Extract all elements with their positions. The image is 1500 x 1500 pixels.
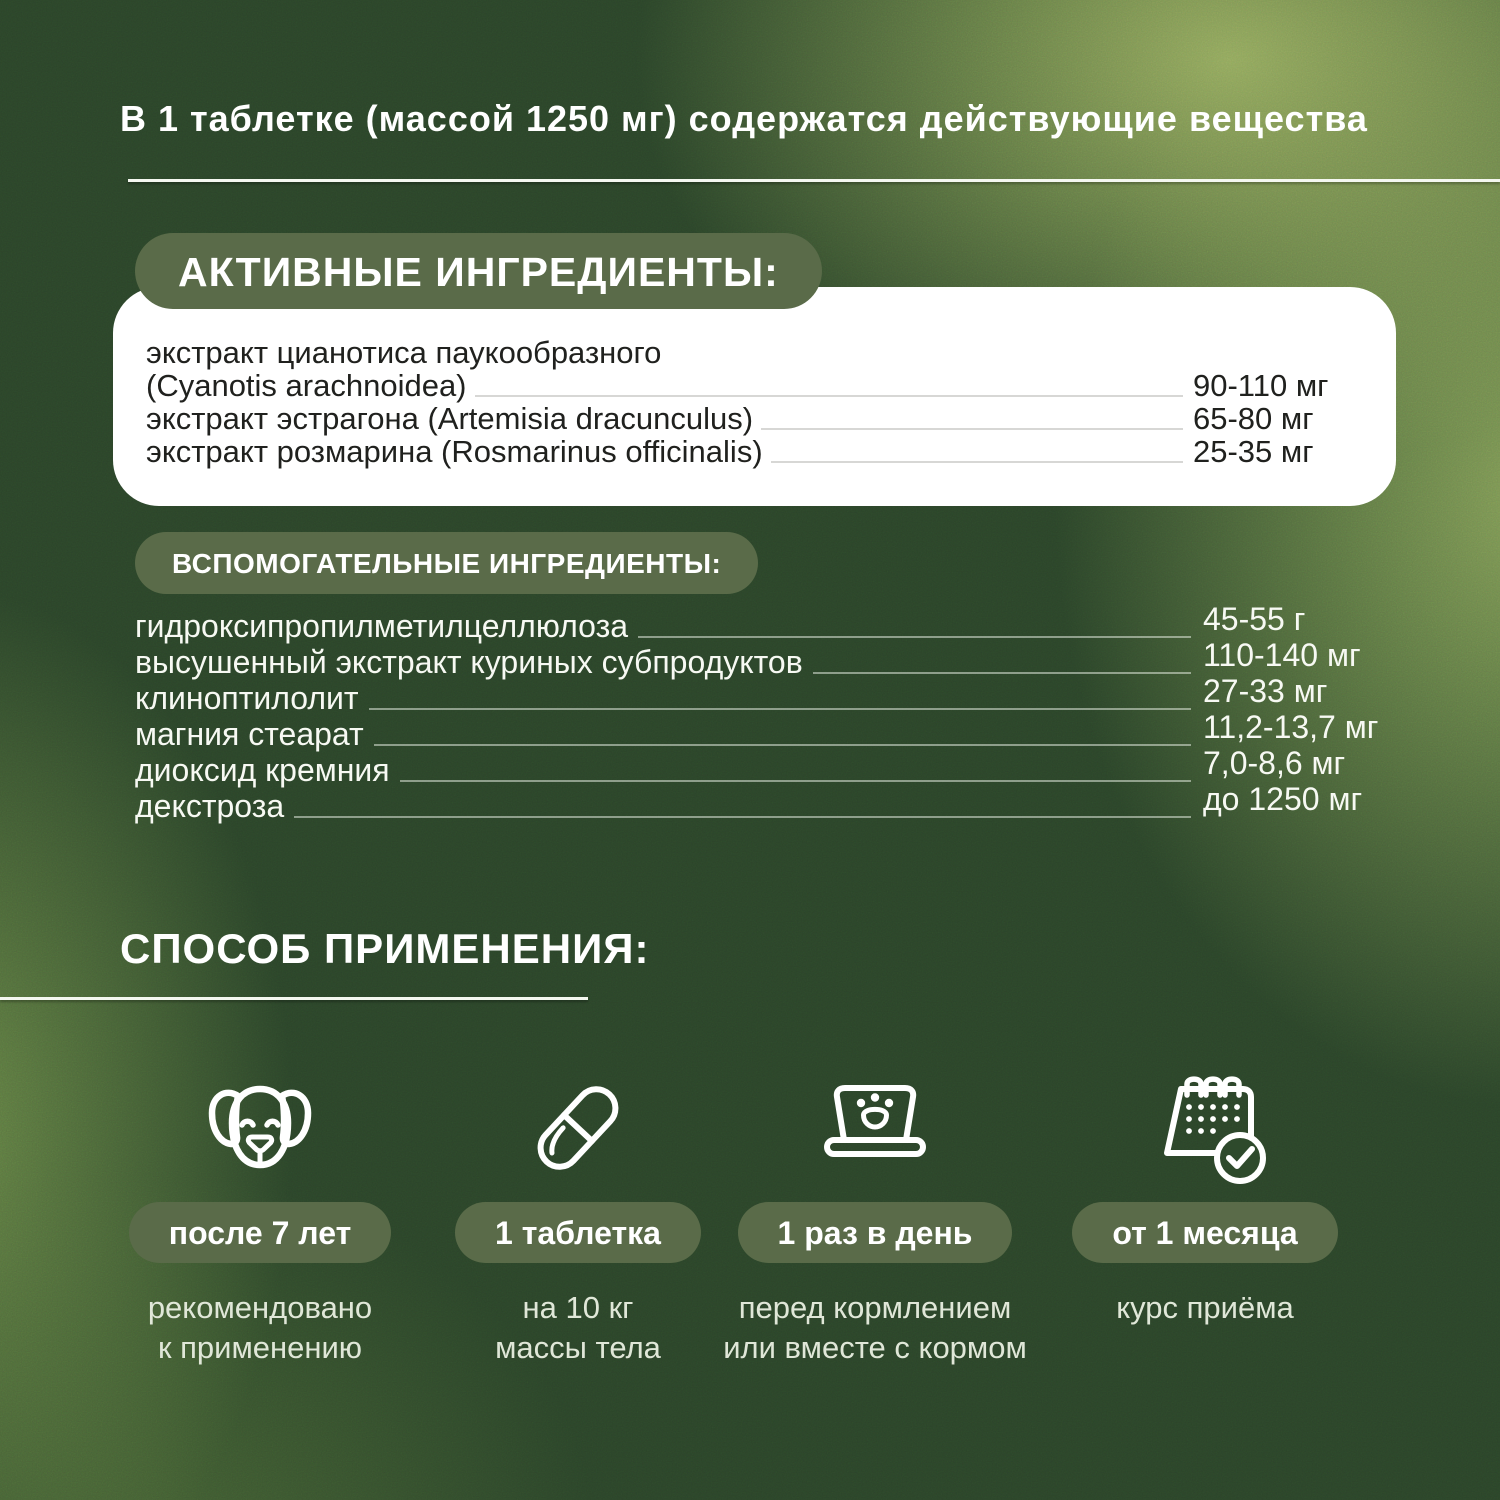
ingredient-name: экстракт цианотиса паукообразного — [146, 335, 662, 370]
usage-description: на 10 кг массы тела — [495, 1290, 661, 1365]
dot-leader — [294, 816, 1191, 818]
auxiliary-ingredients-badge: ВСПОМОГАТЕЛЬНЫЕ ИНГРЕДИЕНТЫ: — [135, 532, 758, 594]
ingredient-name: экстракт розмарина (Rosmarinus officinalis) — [146, 434, 763, 469]
usage-badge: 1 раз в день — [738, 1202, 1013, 1263]
ingredient-row — [135, 745, 1386, 788]
ingredient-name: экстракт эстрагона (Artemisia dracunculus) — [146, 401, 754, 436]
ingredient-name: магния стеарат — [135, 716, 364, 752]
ingredient-amount: до 1250 мг — [1203, 781, 1363, 817]
usage-divider — [0, 997, 588, 1000]
ingredient-amount: 65-80 мг — [1193, 401, 1314, 436]
dot-leader — [761, 428, 1183, 430]
ingredient-name: высушенный экстракт куриных субпродуктов — [135, 644, 803, 680]
ingredient-amount: 25-35 мг — [1193, 434, 1314, 469]
usage-column-age — [80, 1058, 440, 1368]
usage-description: рекомендовано к применению — [147, 1290, 373, 1365]
ingredient-amount: 110-140 мг — [1203, 637, 1361, 673]
usage-section-title: СПОСОБ ПРИМЕНЕНИЯ: — [120, 925, 650, 972]
ingredient-row — [135, 637, 1386, 680]
ingredient-amount: 90-110 мг — [1193, 368, 1329, 403]
ingredient-row — [135, 673, 1386, 716]
ingredient-amount: 11,2-13,7 мг — [1203, 709, 1379, 745]
ingredient-amount: 27-33 мг — [1203, 673, 1328, 709]
header-divider — [128, 179, 1500, 182]
usage-description: перед кормлением или вместе с кормом — [723, 1290, 1027, 1365]
ingredient-row — [135, 709, 1386, 752]
auxiliary-ingredients-list — [135, 601, 1386, 824]
usage-badge: от 1 месяца — [1072, 1202, 1337, 1263]
page-title: В 1 таблетке (массой 1250 мг) содержатся действующие вещества — [120, 98, 1368, 139]
dot-leader — [813, 672, 1191, 674]
active-ingredients-card — [113, 287, 1396, 506]
ingredient-name: гидроксипропилметилцеллюлоза — [135, 608, 629, 644]
ingredient-name: декстроза — [135, 788, 285, 824]
usage-column-frequency — [695, 1058, 1055, 1368]
dot-leader — [374, 744, 1191, 746]
dot-leader — [638, 636, 1191, 638]
bowl-icon — [695, 1058, 1055, 1198]
ingredient-name: диоксид кремния — [135, 752, 390, 788]
dot-leader — [400, 780, 1191, 782]
ingredient-row — [146, 369, 1351, 402]
ingredient-name: клиноптилолит — [135, 680, 359, 716]
dog-icon — [80, 1058, 440, 1198]
calendar-icon — [1025, 1058, 1385, 1198]
ingredient-amount: 7,0-8,6 мг — [1203, 745, 1346, 781]
active-ingredients-badge: АКТИВНЫЕ ИНГРЕДИЕНТЫ: — [135, 233, 822, 309]
ingredient-row — [146, 435, 1351, 468]
dot-leader — [475, 395, 1183, 397]
dot-leader — [771, 461, 1183, 463]
ingredient-row — [135, 601, 1386, 644]
ingredient-amount: 45-55 г — [1203, 601, 1306, 637]
usage-column-course — [1025, 1058, 1385, 1328]
ingredient-row — [146, 402, 1351, 435]
usage-description: курс приёма — [1116, 1290, 1294, 1325]
ingredient-name: (Cyanotis arachnoidea) — [146, 368, 467, 403]
dot-leader — [369, 708, 1191, 710]
usage-badge: 1 таблетка — [455, 1202, 701, 1263]
ingredient-row — [135, 781, 1386, 824]
usage-badge: после 7 лет — [129, 1202, 391, 1263]
